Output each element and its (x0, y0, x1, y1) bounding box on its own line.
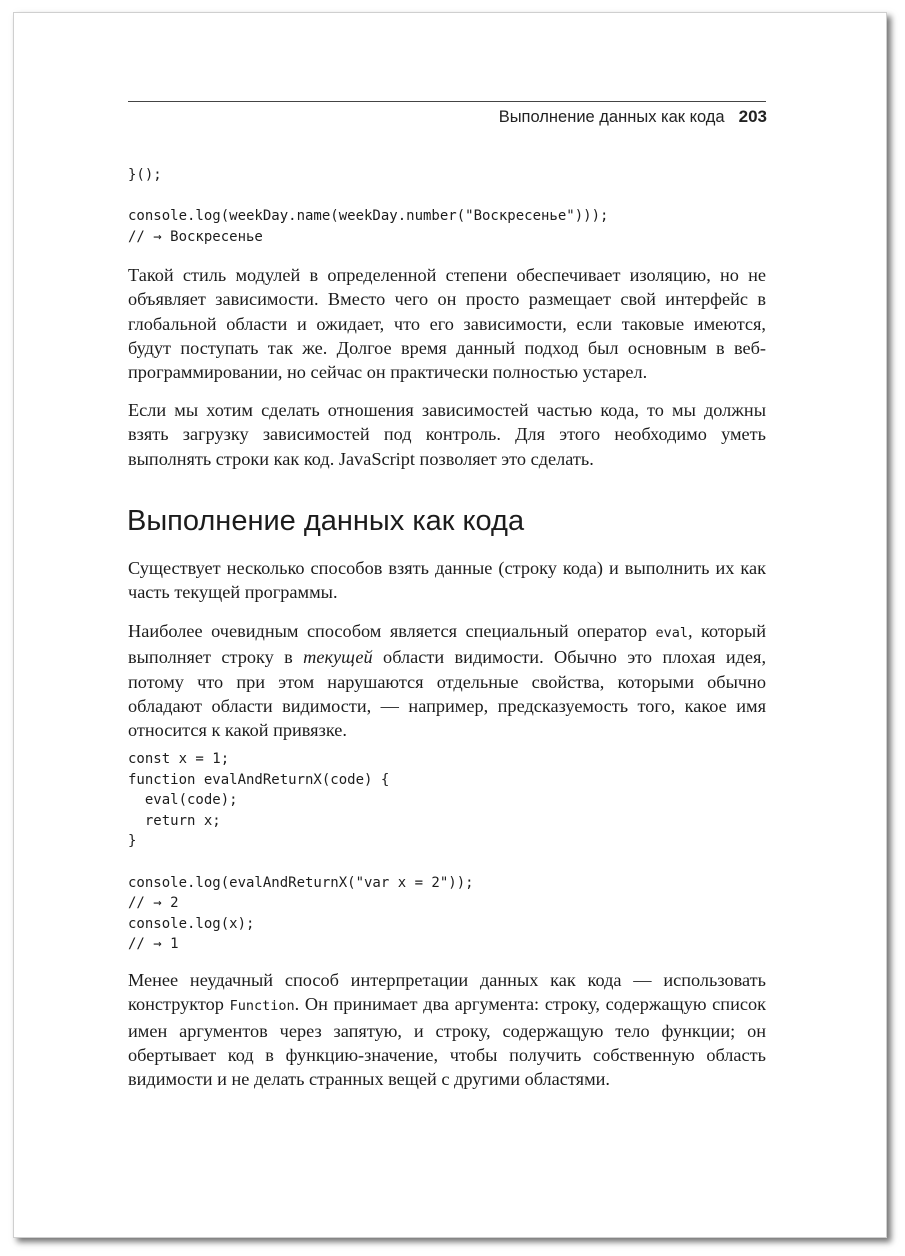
section-heading: Выполнение данных как кода (127, 505, 525, 537)
eval-text-1: Наиболее очевидным способом является специальный оператор (128, 621, 656, 641)
header-rule (128, 101, 766, 102)
paragraph-ways-to-run: Существует несколько способов взять данные (строку кода) и выполнить их как часть текущей программы. (128, 558, 766, 603)
running-title: Выполнение данных как кода (498, 108, 725, 126)
code-block-weekday: }(); console.log(weekDay.name(weekDay.number("Воскресенье"))); // → Воскресенье (128, 167, 609, 245)
paragraph-function-constructor (128, 968, 766, 1091)
page-number: 203 (738, 107, 767, 126)
function-text-1: Менее неудачный способ интерпретации данных как кода — использовать конструктор (128, 970, 766, 1015)
eval-text-3: области видимости. Обычно это плохая идея, потому что при этом нарушаются отдельные свойства, которыми обычно обладают области видимости, — например, предсказуемость того, какое имя относится к какой привязке. (128, 647, 767, 741)
eval-inline-code: eval (655, 625, 688, 641)
eval-emphasis: текущей (303, 647, 373, 668)
paragraph-dependencies: Если мы хотим сделать отношения зависимостей частью кода, то мы должны взять загрузку зависимостей под контроль. Для этого необходимо уметь выполнять строки как код. JavaScript позволяет это сделать. (128, 400, 766, 469)
paragraph-eval (128, 619, 766, 742)
running-header (499, 107, 767, 127)
eval-text-2: , который выполняет строку в (128, 621, 766, 668)
paragraph-module-style: Такой стиль модулей в определенной степени обеспечивает изоляцию, но не объявляет зависимости. Вместо чего он просто размещает свой интерфейс в глобальной области и ожидает, что его зависимости, если таковые имеются, будут поступать так же. Долгое время данный подход был основным в веб-программировании, но сейчас он практически полностью устарел. (128, 265, 766, 383)
function-inline-code: Function (229, 998, 295, 1015)
code-block-eval: const x = 1; function evalAndReturnX(code) { eval(code); return x; } console.log(evalAndReturnX("var x = 2")); // → 2 console.log(x); // → 1 (128, 751, 474, 953)
function-text-2: . Он принимает два аргумента: строку, содержащую список имен аргументов через запятую, и строку, содержащую тело функции; он обертывает код в функцию-значение, чтобы получить собственную область видимости и не делать странных вещей с другими областями. (128, 994, 766, 1090)
